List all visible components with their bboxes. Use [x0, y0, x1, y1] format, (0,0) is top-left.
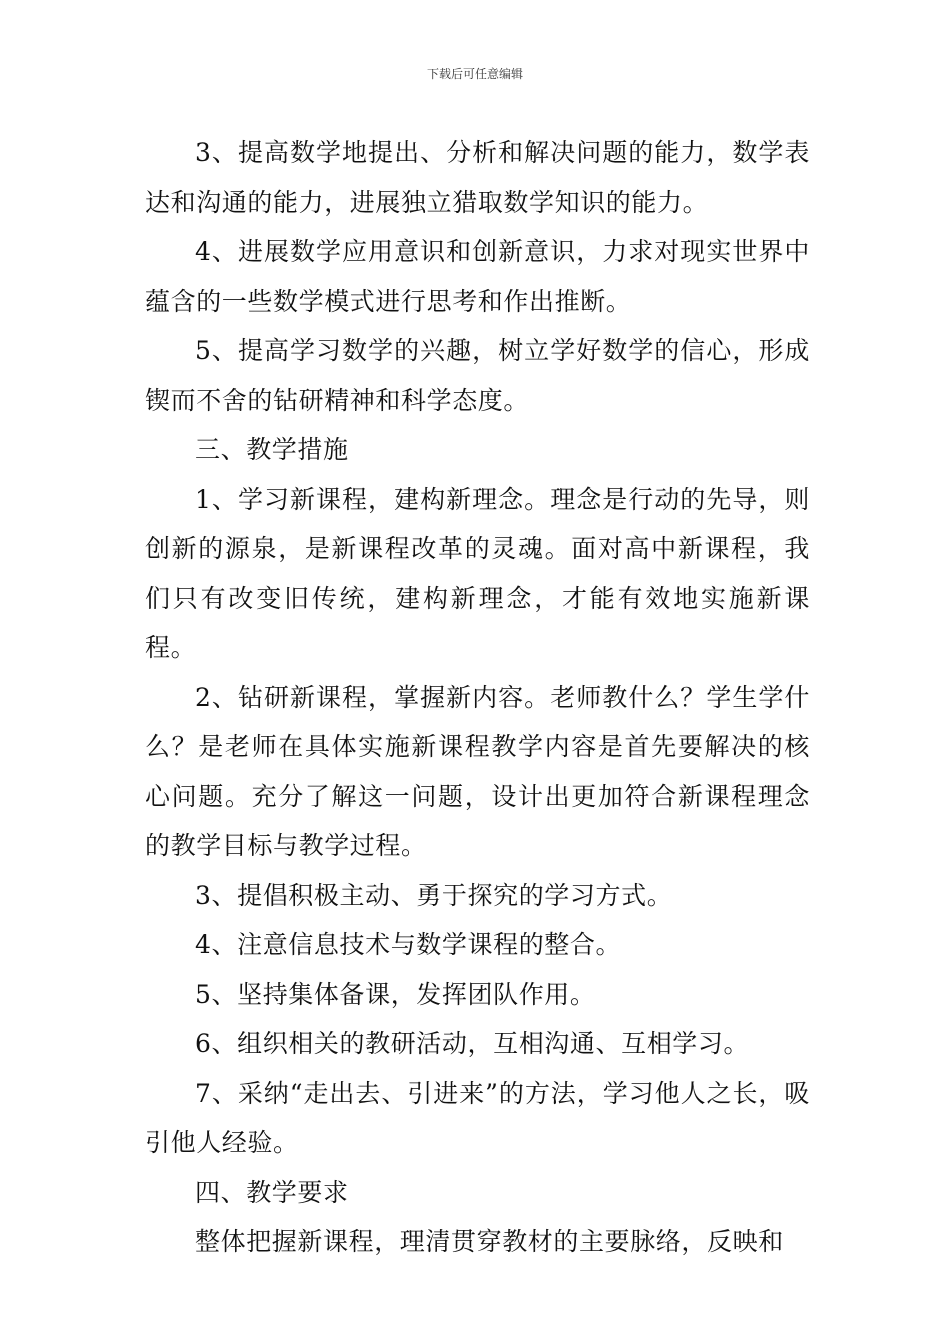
paragraph-measure-2: 2、钻研新课程，掌握新内容。老师教什么？学生学什么？是老师在具体实施新课程教学内容是首先要解决的核心问题。充分了解这一问题，设计出更加符合新课程理念的教学目标与教学过程。 [145, 682, 810, 860]
paragraph-objective-3: 3、提高数学地提出、分析和解决问题的能力，数学表达和沟通的能力，进展独立猎取数学知识的能力。 [145, 138, 810, 217]
paragraph-measure-3: 3、提倡积极主动、勇于探究的学习方式。 [195, 880, 673, 910]
paragraph-measure-7: 7、采纳“走出去、引进来”的方法，学习他人之长，吸引他人经验。 [145, 1078, 810, 1157]
document-body [145, 128, 810, 1267]
paragraph-measure-1: 1、学习新课程，建构新理念。理念是行动的先导，则创新的源泉，是新课程改革的灵魂。面对高中新课程，我们只有改变旧传统，建构新理念，才能有效地实施新课程。 [145, 484, 810, 662]
section-heading-teaching-requirements: 四、教学要求 [195, 1177, 349, 1207]
paragraph-measure-6: 6、组织相关的教研活动，互相沟通、互相学习。 [195, 1029, 750, 1058]
paragraph-objective-5: 5、提高学习数学的兴趣，树立学好数学的信心，形成锲而不舍的钻研精神和科学态度。 [145, 336, 810, 415]
paragraph-measure-4: 4、注意信息技术与数学课程的整合。 [195, 930, 622, 959]
section-heading-teaching-measures: 三、教学措施 [195, 435, 349, 464]
page-header: 下载后可任意编辑 [426, 67, 523, 81]
paragraph-objective-4: 4、进展数学应用意识和创新意识，力求对现实世界中蕴含的一些数学模式进行思考和作出推断。 [145, 237, 810, 316]
paragraph-measure-5: 5、坚持集体备课，发挥团队作用。 [195, 979, 596, 1009]
paragraph-requirement-1: 整体把握新课程，理清贯穿教材的主要脉络，反映和 [195, 1227, 784, 1256]
